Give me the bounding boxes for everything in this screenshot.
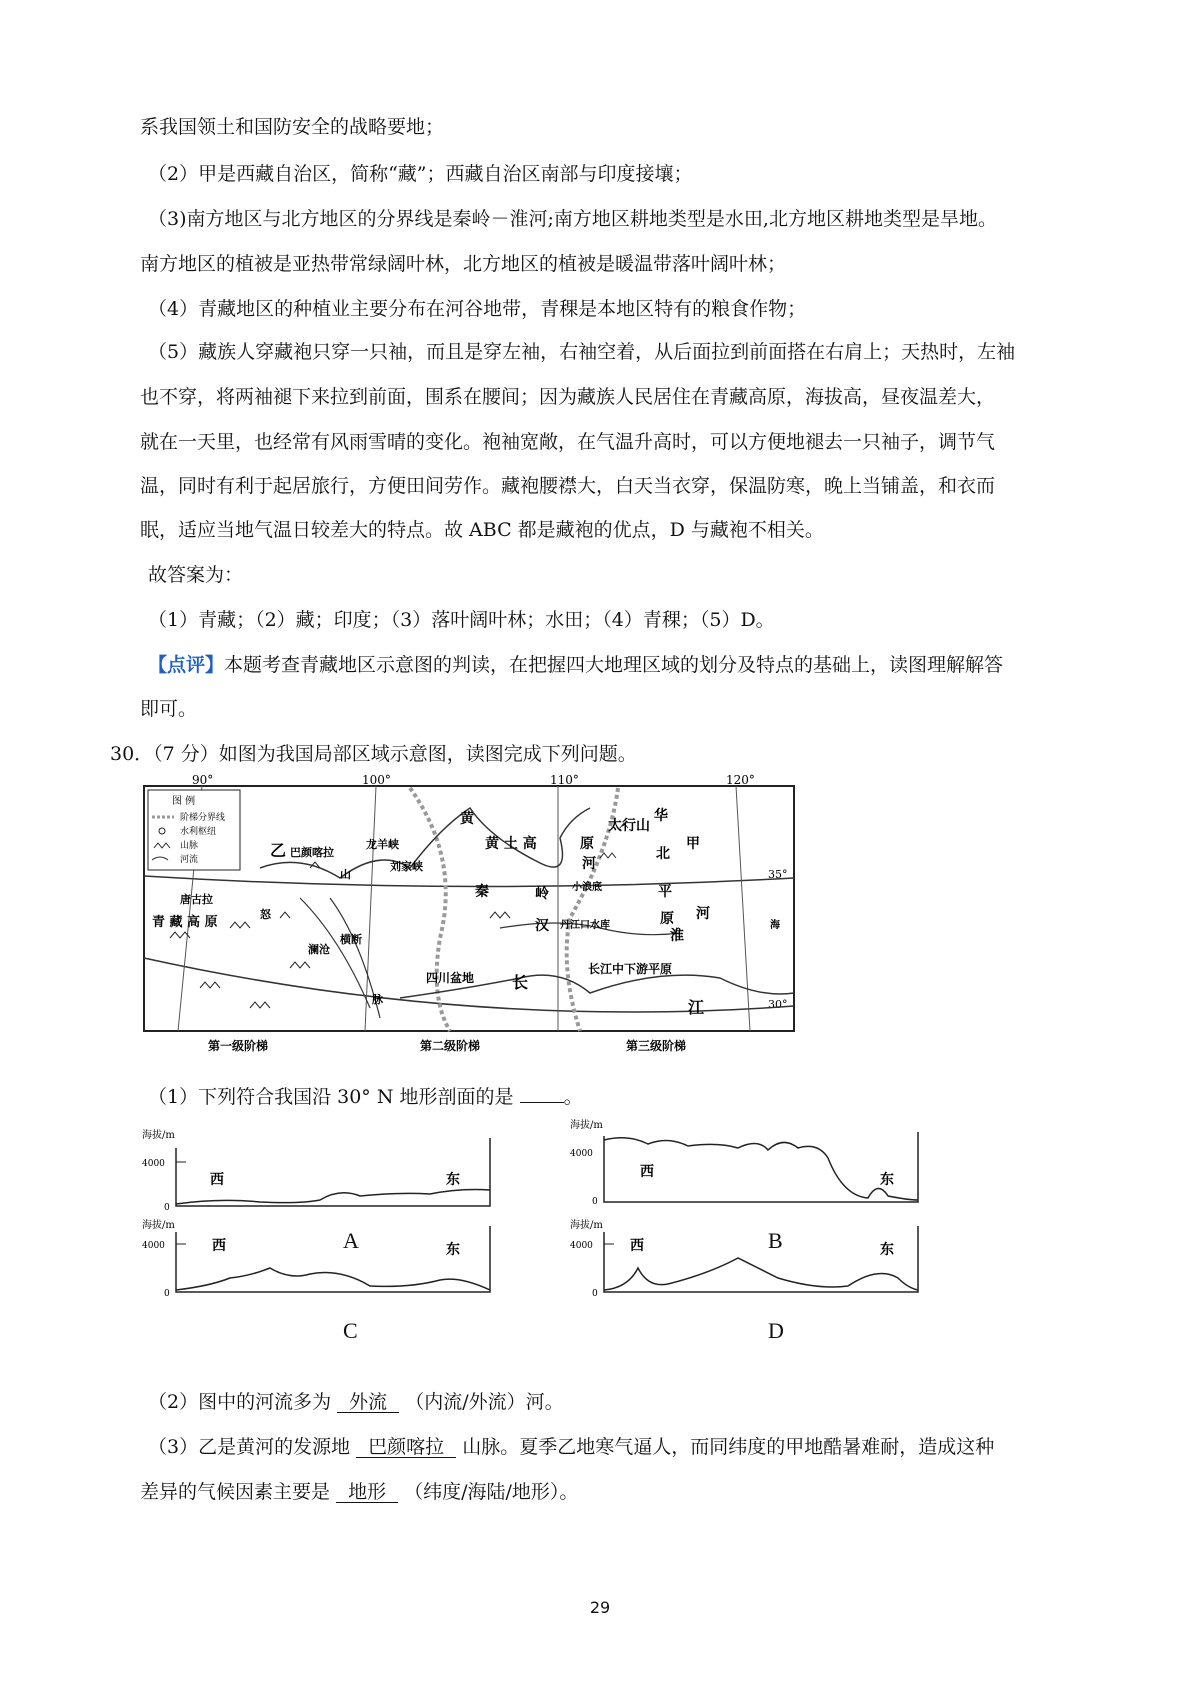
longitude-label: 90°	[192, 773, 214, 787]
latitude-label: 35°	[768, 868, 788, 881]
map-label: 华	[654, 808, 668, 824]
profile-a	[140, 1128, 510, 1228]
question-text: 差异的气候因素主要是	[140, 1481, 331, 1503]
profile-letter: B	[768, 1228, 783, 1253]
map-label: 河	[582, 856, 596, 872]
question-3-cont	[140, 1483, 578, 1503]
map-label: 龙羊峡	[366, 838, 399, 851]
question-end: 。	[563, 1086, 583, 1108]
map-label: 北	[656, 846, 670, 862]
map-label: 小浪底	[572, 882, 602, 893]
map-label: 四川盆地	[426, 971, 475, 985]
step-label: 第一级阶梯	[208, 1039, 269, 1053]
answer-blank[interactable]: 外流	[337, 1393, 399, 1413]
profile-ylabel: 海拔/m	[142, 1130, 175, 1141]
text-line: （2）甲是西藏自治区，简称“藏”；西藏自治区南部与印度接壤；	[148, 163, 693, 185]
question-text: （1）下列符合我国沿 30° N 地形剖面的是	[148, 1086, 514, 1108]
text-line: （1）青藏；（2）藏；印度；（3）落叶阔叶林；水田；（4）青稞；（5）D。	[148, 609, 775, 631]
map-label: 江	[688, 998, 705, 1017]
answer-blank[interactable]: 地形	[336, 1483, 398, 1503]
profile-east: 东	[880, 1172, 894, 1188]
question-text: （纬度/海陆/地形）。	[404, 1481, 579, 1503]
text-line: 即可。	[140, 698, 198, 720]
question-text: （内流/外流）河。	[405, 1391, 564, 1413]
legend-item: 水利枢纽	[180, 827, 217, 837]
question-3	[148, 1438, 994, 1458]
map-label: 黄 土 高	[485, 836, 537, 852]
profile-b	[568, 1118, 938, 1218]
map-label: 青 藏 高 原	[152, 915, 218, 930]
map-label: 丹江口水库	[560, 920, 610, 931]
comment-text: 本题考查青藏地区示意图的判读，在把握四大地理区域的划分及特点的基础上，读图理解解答	[224, 654, 1004, 676]
legend-item: 山脉	[180, 841, 199, 851]
map-label: 脉	[372, 993, 383, 1006]
question-2	[148, 1393, 564, 1413]
profile-tick: 4000	[142, 1159, 165, 1169]
step-label: 第二级阶梯	[420, 1039, 481, 1053]
map-label: 唐古拉	[180, 893, 213, 906]
profile-d	[568, 1218, 938, 1318]
profile-ylabel: 海拔/m	[570, 1120, 603, 1131]
longitude-label: 100°	[362, 773, 391, 787]
profile-letter: C	[343, 1318, 358, 1343]
map-label: 河	[696, 906, 710, 922]
regional-map	[140, 768, 800, 1058]
text-line: 眠，适应当地气温日较差大的特点。故 ABC 都是藏袍的优点，D 与藏袍不相关。	[140, 519, 824, 541]
map-label: 海	[770, 920, 780, 931]
text-line: （4）青藏地区的种植业主要分布在河谷地带，青稞是本地区特有的粮食作物；	[148, 298, 807, 320]
profile-tick: 4000	[570, 1149, 593, 1159]
profile-ylabel: 海拔/m	[142, 1220, 175, 1231]
text-line: （3)南方地区与北方地区的分界线是秦岭－淮河;南方地区耕地类型是水田,北方地区耕地类型是旱地。	[148, 208, 997, 230]
map-label: 平	[658, 884, 672, 900]
map-label: 长江中下游平原	[588, 962, 673, 976]
legend-item: 河流	[180, 855, 199, 865]
question-text: （3）乙是黄河的发源地	[148, 1436, 351, 1458]
longitude-label: 120°	[726, 773, 755, 787]
profile-tick: 4000	[142, 1241, 165, 1251]
profile-tick: 0	[592, 1197, 598, 1207]
profile-tick: 4000	[570, 1241, 593, 1251]
profile-east: 东	[446, 1172, 460, 1188]
profile-letter: A	[343, 1228, 359, 1253]
map-label: 太行山	[608, 818, 650, 834]
map-label: 巴颜喀拉	[290, 846, 334, 859]
map-label: 黄	[460, 811, 474, 827]
map-label: 甲	[686, 836, 700, 852]
map-label: 汉	[535, 918, 549, 934]
profile-letter: D	[768, 1318, 784, 1343]
profile-tick: 0	[164, 1289, 170, 1299]
profile-tick: 0	[164, 1203, 170, 1213]
question-1	[148, 1088, 583, 1107]
map-label: 乙	[270, 841, 287, 860]
question-text: 山脉。夏季乙地寒气逼人，而同纬度的甲地酷暑难耐，造成这种	[462, 1436, 995, 1458]
text-line: （5）藏族人穿藏袍只穿一只袖，而且是穿左袖，右袖空着，从后面拉到前面搭在右肩上；天热时，左袖	[148, 341, 1016, 363]
comment-line	[148, 656, 1003, 675]
profile-west: 西	[212, 1238, 226, 1254]
profile-west: 西	[210, 1172, 224, 1188]
map-label: 横断	[340, 933, 362, 946]
text-line: 就在一天里，也经常有风雨雪晴的变化。袍袖宽敞，在气温升高时，可以方便地褪去一只袖子，调节气	[140, 431, 996, 453]
map-label: 刘家峡	[390, 860, 423, 873]
comment-tag: 【点评】	[148, 654, 225, 676]
map-label: 长	[512, 973, 529, 992]
profile-ylabel: 海拔/m	[570, 1220, 603, 1231]
page-number: 29	[589, 1598, 611, 1617]
map-label: 澜沧	[308, 943, 330, 956]
answer-blank[interactable]	[520, 1102, 564, 1103]
map-label: 原	[660, 911, 674, 927]
answer-blank[interactable]: 巴颜喀拉	[356, 1438, 456, 1458]
map-label: 怒	[260, 908, 271, 921]
profile-tick: 0	[592, 1289, 598, 1299]
profile-east: 东	[446, 1242, 460, 1258]
text-line: 南方地区的植被是亚热带常绿阔叶林，北方地区的植被是暖温带落叶阔叶林；	[140, 253, 787, 275]
map-label: 淮	[670, 928, 684, 944]
legend-item: 阶梯分界线	[180, 813, 226, 823]
profile-west: 西	[640, 1164, 654, 1180]
map-label: 岭	[535, 886, 549, 902]
text-line: 系我国领土和国防安全的战略要地；	[140, 116, 445, 138]
text-line: 也不穿，将两袖褪下来拉到前面，围系在腰间；因为藏族人民居住在青藏高原，海拔高，昼夜温差大，	[140, 386, 996, 408]
question-30-heading: 30．（7 分）如图为我国局部区域示意图，读图完成下列问题。	[110, 743, 637, 765]
text-line: 故答案为：	[148, 564, 244, 586]
question-text: （2）图中的河流多为	[148, 1391, 332, 1413]
legend-title: 图 例	[172, 796, 196, 807]
profile-west: 西	[630, 1238, 644, 1254]
step-label: 第三级阶梯	[626, 1039, 687, 1053]
latitude-label: 30°	[768, 998, 788, 1011]
map-label: 山	[340, 868, 351, 881]
map-label: 原	[580, 836, 594, 852]
longitude-label: 110°	[550, 773, 579, 787]
profile-east: 东	[880, 1242, 894, 1258]
profile-c	[140, 1218, 510, 1318]
map-label: 秦	[475, 884, 489, 900]
text-line: 温，同时有利于起居旅行，方便田间劳作。藏袍腰襟大，白天当衣穿，保温防寒，晚上当铺盖，和衣而	[140, 475, 996, 497]
